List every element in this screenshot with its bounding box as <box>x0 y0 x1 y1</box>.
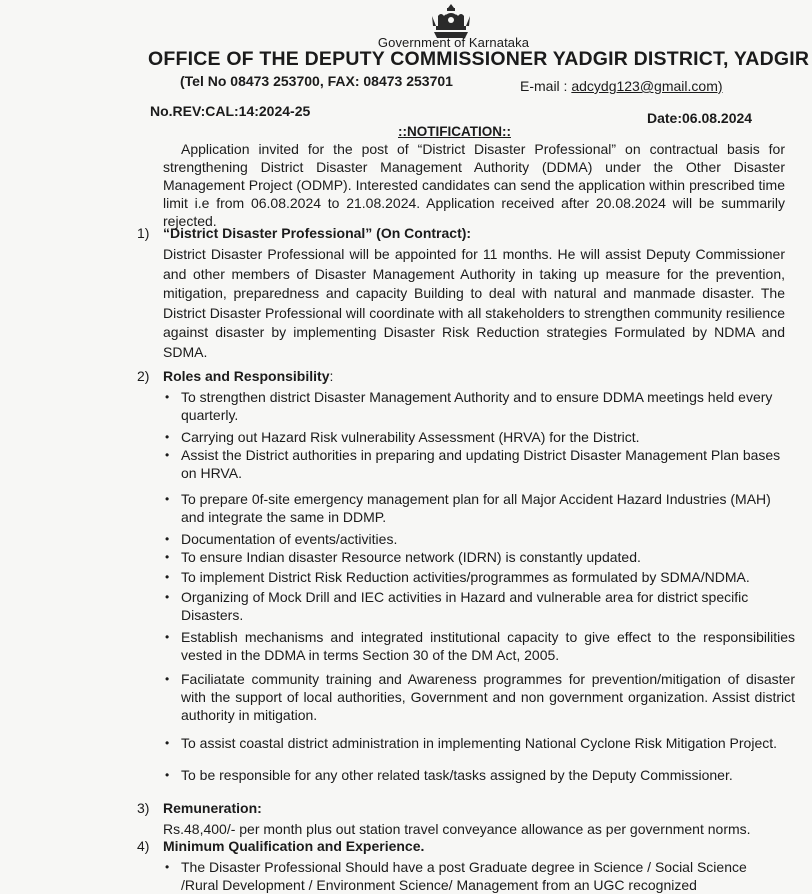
list-item: • Documentation of events/activities. <box>165 531 398 547</box>
bullet-icon: • <box>165 448 170 462</box>
section-title: Minimum Qualification and Experience. <box>163 838 425 854</box>
bullet-icon: • <box>165 672 170 686</box>
list-item: • To strengthen district Disaster Management Authority and to ensure DDMA meetings held every quarterly. <box>165 389 773 423</box>
bullet-icon: • <box>165 768 170 782</box>
bullet-icon: • <box>165 550 170 564</box>
bullet-icon: • <box>165 570 170 584</box>
bullet-icon: • <box>165 492 170 506</box>
email-label: E-mail : <box>520 78 572 94</box>
bullet-icon: • <box>165 736 170 750</box>
list-item: • To be responsible for any other related task/tasks assigned by the Deputy Commissioner. <box>165 767 733 783</box>
list-item: • To ensure Indian disaster Resource network (IDRN) is constantly updated. <box>165 549 641 565</box>
government-label: Government of Karnataka <box>377 35 530 50</box>
intro-paragraph: Application invited for the post of “District Disaster Professional” on contractual basis for strengthening District Disaster Management Authority (DDMA) under the Other Disaster Management Project (ODMP). Interested candidates can send the application within prescribed time limit i.e from 06.08.2024 to 21.08.2024. Application received after 20.08.2024 will be summarily rejected. <box>163 141 785 229</box>
list-item: • Assist the District authorities in preparing and updating District Disaster Management Plan bases on HRVA. <box>165 447 781 481</box>
section-number: 3) <box>137 800 150 816</box>
office-title: OFFICE OF THE DEPUTY COMMISSIONER YADGIR DISTRICT, YADGIR <box>148 48 810 70</box>
list-item: • Establish mechanisms and integrated institutional capacity to give effect to the responsibilities vested in the DDMA in terms Section 30 of the DM Act, 2005. <box>165 629 795 663</box>
email-line <box>520 78 723 94</box>
list-item: • To prepare 0f-site emergency management plan for all Major Accident Hazard Industries (MAH) and integrate the same in DDMP. <box>165 491 771 525</box>
list-item: • The Disaster Professional Should have a post Graduate degree in Science / Social Science <box>165 859 747 875</box>
bullet-icon: • <box>165 390 170 404</box>
section-title-colon: : <box>329 368 334 384</box>
section-3-body: Rs.48,400/- per month plus out station travel conveyance allowance as per government norms. <box>163 821 751 837</box>
bullet-icon: • <box>165 532 170 546</box>
bullet-icon: • <box>165 630 170 644</box>
notification-date: Date:06.08.2024 <box>647 110 753 126</box>
section-4-heading <box>137 838 424 854</box>
list-item: • Carrying out Hazard Risk vulnerability Assessment (HRVA) for the District. <box>165 429 640 445</box>
section-1-heading <box>137 225 471 241</box>
telephone-fax: (Tel No 08473 253700, FAX: 08473 253701 <box>180 73 453 89</box>
bullet-icon: • <box>165 590 170 604</box>
email-address: adcydg123@gmail.com) <box>571 78 723 94</box>
section-number: 1) <box>137 225 150 241</box>
section-2-heading <box>137 368 333 384</box>
section-title: Remuneration: <box>163 800 262 816</box>
section-1-body: District Disaster Professional will be appointed for 11 months. He will assist Deputy Commissioner and other members of Disaster Management Authority in taking up measure for the prevention, mitigation, preparedness and capacity Building to deal with natural and manmade disaster. The District Disaster Professional will coordinate with all stakeholders to strengthen community resilience against disaster by implementing Disaster Risk Reduction strategies Formulated by NDMA and SDMA. <box>163 246 785 360</box>
section-number: 4) <box>137 838 150 854</box>
list-item: • Organizing of Mock Drill and IEC activities in Hazard and vulnerable area for district specific Disasters. <box>165 589 749 623</box>
section-title: Roles and Responsibility <box>163 368 330 384</box>
list-item: • To assist coastal district administration in implementing National Cyclone Risk Mitigation Project. <box>165 735 778 751</box>
section-3-heading <box>137 800 262 816</box>
bullet-icon: • <box>165 860 170 874</box>
list-item-continued: /Rural Development / Environment Science/ Management from an UGC recognized <box>181 877 697 893</box>
section-title: “District Disaster Professional” (On Contract): <box>163 225 472 241</box>
reference-number: No.REV:CAL:14:2024-25 <box>150 103 311 119</box>
list-item: • To implement District Risk Reduction activities/programmes as formulated by SDMA/NDMA. <box>165 569 750 585</box>
list-item: • Faciliatate community training and Awareness programmes for prevention/mitigation of disaster with the support of local authorities, Government and non government organization. Assist district authority in mitigation. <box>165 671 795 723</box>
bullet-icon: • <box>165 430 170 444</box>
section-number: 2) <box>137 368 150 384</box>
notification-heading: ::NOTIFICATION:: <box>398 124 511 139</box>
